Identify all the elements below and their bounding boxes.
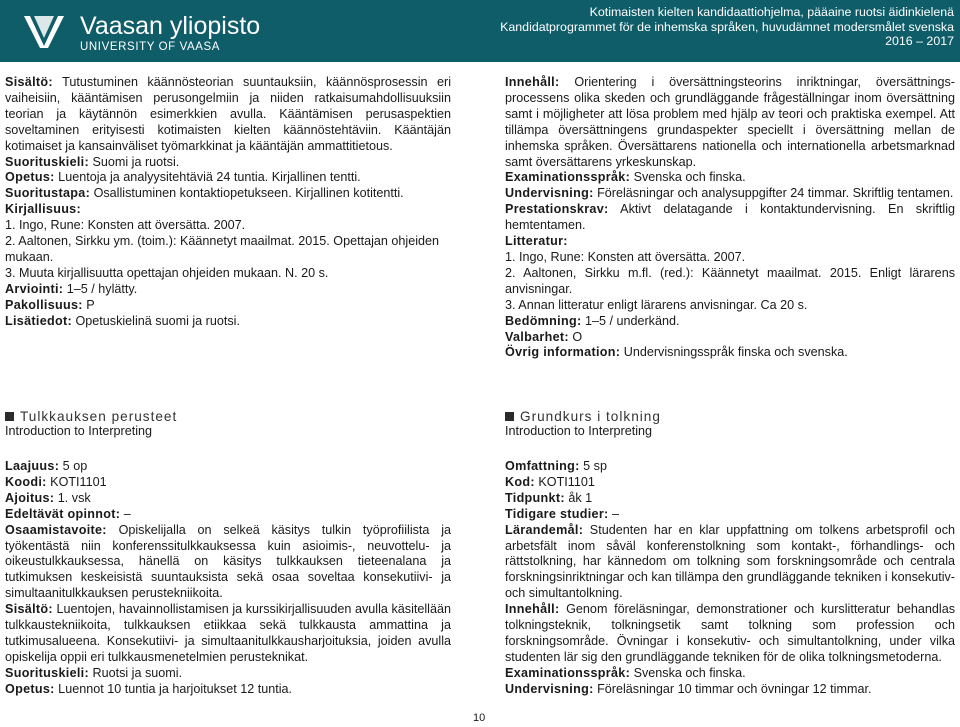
laajuus-label: Laajuus:: [5, 459, 60, 473]
suorituskieli-value: Suomi ja ruotsi.: [88, 154, 180, 169]
page-header: [0, 0, 960, 62]
omfattning-value: 5 sp: [579, 459, 607, 473]
sisalto-value: Tutustuminen käännösteorian suuntauksiin, käännösprosessin eri vaiheisiin, kääntämisen perusongelmiin ja niiden ratkaisumahdollisuuksiin teorian ja käytännön esimerkkien avulla. Kääntämisen perusaspektien soveltaminen erityisesti kotimaisten kielten käännöstehtäviin. Kääntäjän kotimaiset ja kansainväliset työmarkkinat ja kääntäjän ammattitietous.: [5, 75, 451, 153]
opetus-field: [5, 170, 451, 186]
suorituskieli-label: Suorituskieli:: [5, 154, 89, 169]
sisalto-field: [5, 75, 451, 155]
tidpunkt-field: [505, 491, 955, 507]
bullet-square-icon: [5, 412, 14, 421]
literature-item: 1. Ingo, Rune: Konsten att översätta. 2007.: [505, 249, 746, 264]
bedomning-label: Bedömning:: [505, 313, 582, 328]
course-title-fi: [5, 409, 177, 425]
prestationskrav-value: Aktivt delatagande i kontaktundervisning. En skriftlig hemtentamen.: [505, 202, 955, 233]
larandemal-field: [505, 523, 955, 603]
valbarhet-label: Valbarhet:: [505, 329, 569, 344]
course-title-text: Grundkurs i tolkning: [520, 409, 661, 424]
opetus-value: Luennot 10 tuntia ja harjoitukset 12 tuntia.: [54, 681, 293, 696]
koodi-label: Koodi:: [5, 474, 47, 489]
course-title-en: Introduction to Interpreting: [5, 424, 153, 438]
course-title-en: Introduction to Interpreting: [505, 424, 653, 438]
osaamistavoite-value: Opiskelijalla on selkeä käsitys tulkin työprofiilista ja työkentästä niin konferenssitulkkauksessa kuin asioimis-, neuvottelu- ja oikeustulkkauksessa, hänellä on käsitys tulkkauksen tieteenalana ja tutkimuksen keskeisistä suuntauksista sekä osaa soveltaa konsekutiivi- ja simultaanitulkkauksen perustekniikoita.: [5, 522, 451, 601]
ajoitus-label: Ajoitus:: [5, 490, 55, 505]
valbarhet-value: O: [568, 329, 583, 344]
kod-value: KOTI1101: [534, 474, 595, 489]
course-description-fi: [5, 75, 451, 330]
tidpunkt-label: Tidpunkt:: [505, 490, 565, 505]
suorituskieli-field: [5, 155, 451, 171]
examinationssprak-value: Svenska och finska.: [630, 170, 746, 185]
edeltavat-label: Edeltävät opinnot:: [5, 506, 121, 521]
tidigare-label: Tidigare studier:: [505, 506, 609, 521]
omfattning-label: Omfattning:: [505, 459, 580, 473]
arviointi-value: 1–5 / hylätty.: [63, 281, 138, 296]
lisatiedot-field: [5, 314, 451, 330]
innehall-value: Orientering i översättningsteorins inriktningar, översättningsprocessens olika skeden och grundläggande frågeställningar inom översättning samt i möjligheter att lösa problem med hjälp av teori och praktiska exempel. Att tillämpa översättningens grundaspekter speciellt i översättning mellan de inhemska språken. Översättarens nationella och internationella arbetsmarknad samt översättarens yrkeskunskap.: [505, 75, 955, 169]
innehall-field: [505, 602, 955, 666]
suorituskieli-value: Ruotsi ja suomi.: [88, 665, 183, 680]
edeltavat-value: –: [120, 506, 131, 521]
laajuus-field: [5, 459, 451, 475]
course-details-fi: [5, 459, 451, 698]
university-name-fi: Vaasan yliopisto: [80, 12, 261, 40]
course-title-sv: [505, 409, 661, 425]
university-logo-icon: [22, 12, 66, 50]
undervisning-value: Föreläsningar 10 timmar och övningar 12 timmar.: [593, 681, 872, 696]
undervisning-field: [505, 682, 955, 698]
bullet-square-icon: [505, 412, 514, 421]
lisatiedot-value: Opetuskielinä suomi ja ruotsi.: [71, 313, 240, 328]
tidpunkt-value: åk 1: [564, 490, 593, 505]
undervisning-value: Föreläsningar och analysuppgifter 24 timmar. Skriftlig tentamen.: [593, 186, 954, 201]
kirjallisuus-label: Kirjallisuus:: [5, 202, 81, 217]
literature-item: 3. Muuta kirjallisuutta opettajan ohjeiden mukaan. N. 20 s.: [5, 265, 329, 280]
bedomning-value: 1–5 / underkänd.: [581, 313, 680, 328]
suoritustapa-label: Suoritustapa:: [5, 186, 91, 201]
course-title-text: Tulkkauksen perusteet: [20, 409, 178, 424]
literature-item: 1. Ingo, Rune: Konsten att översätta. 2007.: [5, 218, 246, 233]
examinationssprak-label: Examinationsspråk:: [505, 170, 631, 185]
suoritustapa-value: Osallistuminen kontaktiopetukseen. Kirjallinen kotitentti.: [90, 186, 404, 201]
ovrig-field: [505, 345, 955, 361]
opetus-label: Opetus:: [5, 170, 55, 185]
examinationssprak-field: [505, 170, 955, 186]
literature-item: 2. Aaltonen, Sirkku ym. (toim.): Käännetyt maailmat. 2015. Opettajan ohjeiden mukaan.: [5, 234, 440, 264]
suorituskieli-field: [5, 666, 451, 682]
sisalto-field: [5, 602, 451, 666]
arviointi-field: [5, 282, 451, 298]
prestationskrav-field: [505, 202, 955, 234]
innehall-field: [505, 75, 955, 170]
page-number: 10: [473, 712, 486, 724]
ajoitus-value: 1. vsk: [54, 490, 91, 505]
edeltavat-field: [5, 507, 451, 523]
examinationssprak-value: Svenska och finska.: [630, 665, 746, 680]
laajuus-value: 5 op: [59, 459, 88, 473]
examinationssprak-field: [505, 666, 955, 682]
litteratur-label: Litteratur:: [505, 234, 568, 249]
examinationssprak-label: Examinationsspråk:: [505, 665, 631, 680]
literature-item: 2. Aaltonen, Sirkku m.fl. (red.): Käännetyt maailmat. 2015. Enligt lärarens anvisningar.: [505, 265, 955, 296]
innehall-value: Genom föreläsningar, demonstrationer och kurslitteratur behandlas tolkningsteknik, tolkningsetik samt tolkning som profession och forskningsområde. Övningar i konsekutiv- och simultantolkning, under vilka studenten lär sig den grundläggande tekniken för de olika tolkningsmetoderna.: [505, 602, 955, 664]
suorituskieli-label: Suorituskieli:: [5, 665, 89, 680]
pakollisuus-label: Pakollisuus:: [5, 297, 83, 312]
valbarhet-field: [505, 330, 955, 346]
kod-label: Kod:: [505, 474, 535, 489]
tidigare-field: [505, 507, 955, 523]
opetus-field: [5, 682, 451, 698]
arviointi-label: Arviointi:: [5, 281, 64, 296]
lisatiedot-label: Lisätiedot:: [5, 313, 72, 328]
koodi-value: KOTI1101: [46, 474, 107, 489]
academic-years: 2016 – 2017: [885, 34, 954, 49]
opetus-value: Luentoja ja analyysitehtäviä 24 tuntia. Kirjallinen tentti.: [54, 170, 361, 185]
ovrig-label: Övrig information:: [505, 345, 621, 360]
osaamistavoite-field: [5, 523, 451, 603]
undervisning-label: Undervisning:: [505, 681, 594, 696]
koodi-field: [5, 475, 451, 491]
opetus-label: Opetus:: [5, 681, 55, 696]
suoritustapa-field: [5, 186, 451, 202]
pakollisuus-field: [5, 298, 451, 314]
innehall-label: Innehåll:: [505, 602, 560, 617]
ovrig-value: Undervisningsspråk finska och svenska.: [620, 345, 848, 360]
course-description-sv: [505, 75, 955, 361]
university-logo: [22, 10, 261, 55]
literature-item: 3. Annan litteratur enligt lärarens anvisningar. Ca 20 s.: [505, 297, 808, 312]
course-details-sv: [505, 459, 955, 698]
ajoitus-field: [5, 491, 451, 507]
prestationskrav-label: Prestationskrav:: [505, 202, 609, 217]
sisalto-label: Sisältö:: [5, 75, 53, 89]
program-heading: [500, 5, 954, 49]
university-name-en: UNIVERSITY OF VAASA: [80, 41, 221, 53]
bedomning-field: [505, 314, 955, 330]
sisalto-value: Luentojen, havainnollistamisen ja kurssikirjallisuuden avulla käsitellään tulkkaustekniikoita, tulkkauksen etiikkaa sekä tulkkausta ammattina ja tutkimusalueena. Konsekutiivi- ja simultaanitulkkausharjoituksia, joiden avulla opiskelija oppii eri tulkkausmenetelmien perusteknikat.: [5, 602, 451, 664]
larandemal-value: Studenten har en klar uppfattning om tolkens arbetsprofil och arbetsfält inom såväl konferenstolkning som kontakt-, förhandlings- och rättstolkning, har kännedom om tolkning som forskningsområde och centrala forskningsinriktningar och kan tillämpa den grundläggande tekniken i konsekutiv- och simultantolkning.: [505, 522, 955, 601]
pakollisuus-value: P: [82, 297, 95, 312]
omfattning-field: [505, 459, 955, 475]
undervisning-field: [505, 186, 955, 202]
undervisning-label: Undervisning:: [505, 186, 594, 201]
program-name-fi: Kotimaisten kielten kandidaattiohjelma, pääaine ruotsi äidinkielenä: [589, 5, 954, 19]
kod-field: [505, 475, 955, 491]
innehall-label: Innehåll:: [505, 75, 560, 89]
program-name-sv: Kandidatprogrammet för de inhemska språken, huvudämnet modersmålet svenska: [500, 19, 954, 34]
larandemal-label: Lärandemål:: [505, 522, 584, 537]
tidigare-value: –: [608, 506, 620, 521]
sisalto-label: Sisältö:: [5, 602, 53, 617]
osaamistavoite-label: Osaamistavoite:: [5, 522, 107, 537]
